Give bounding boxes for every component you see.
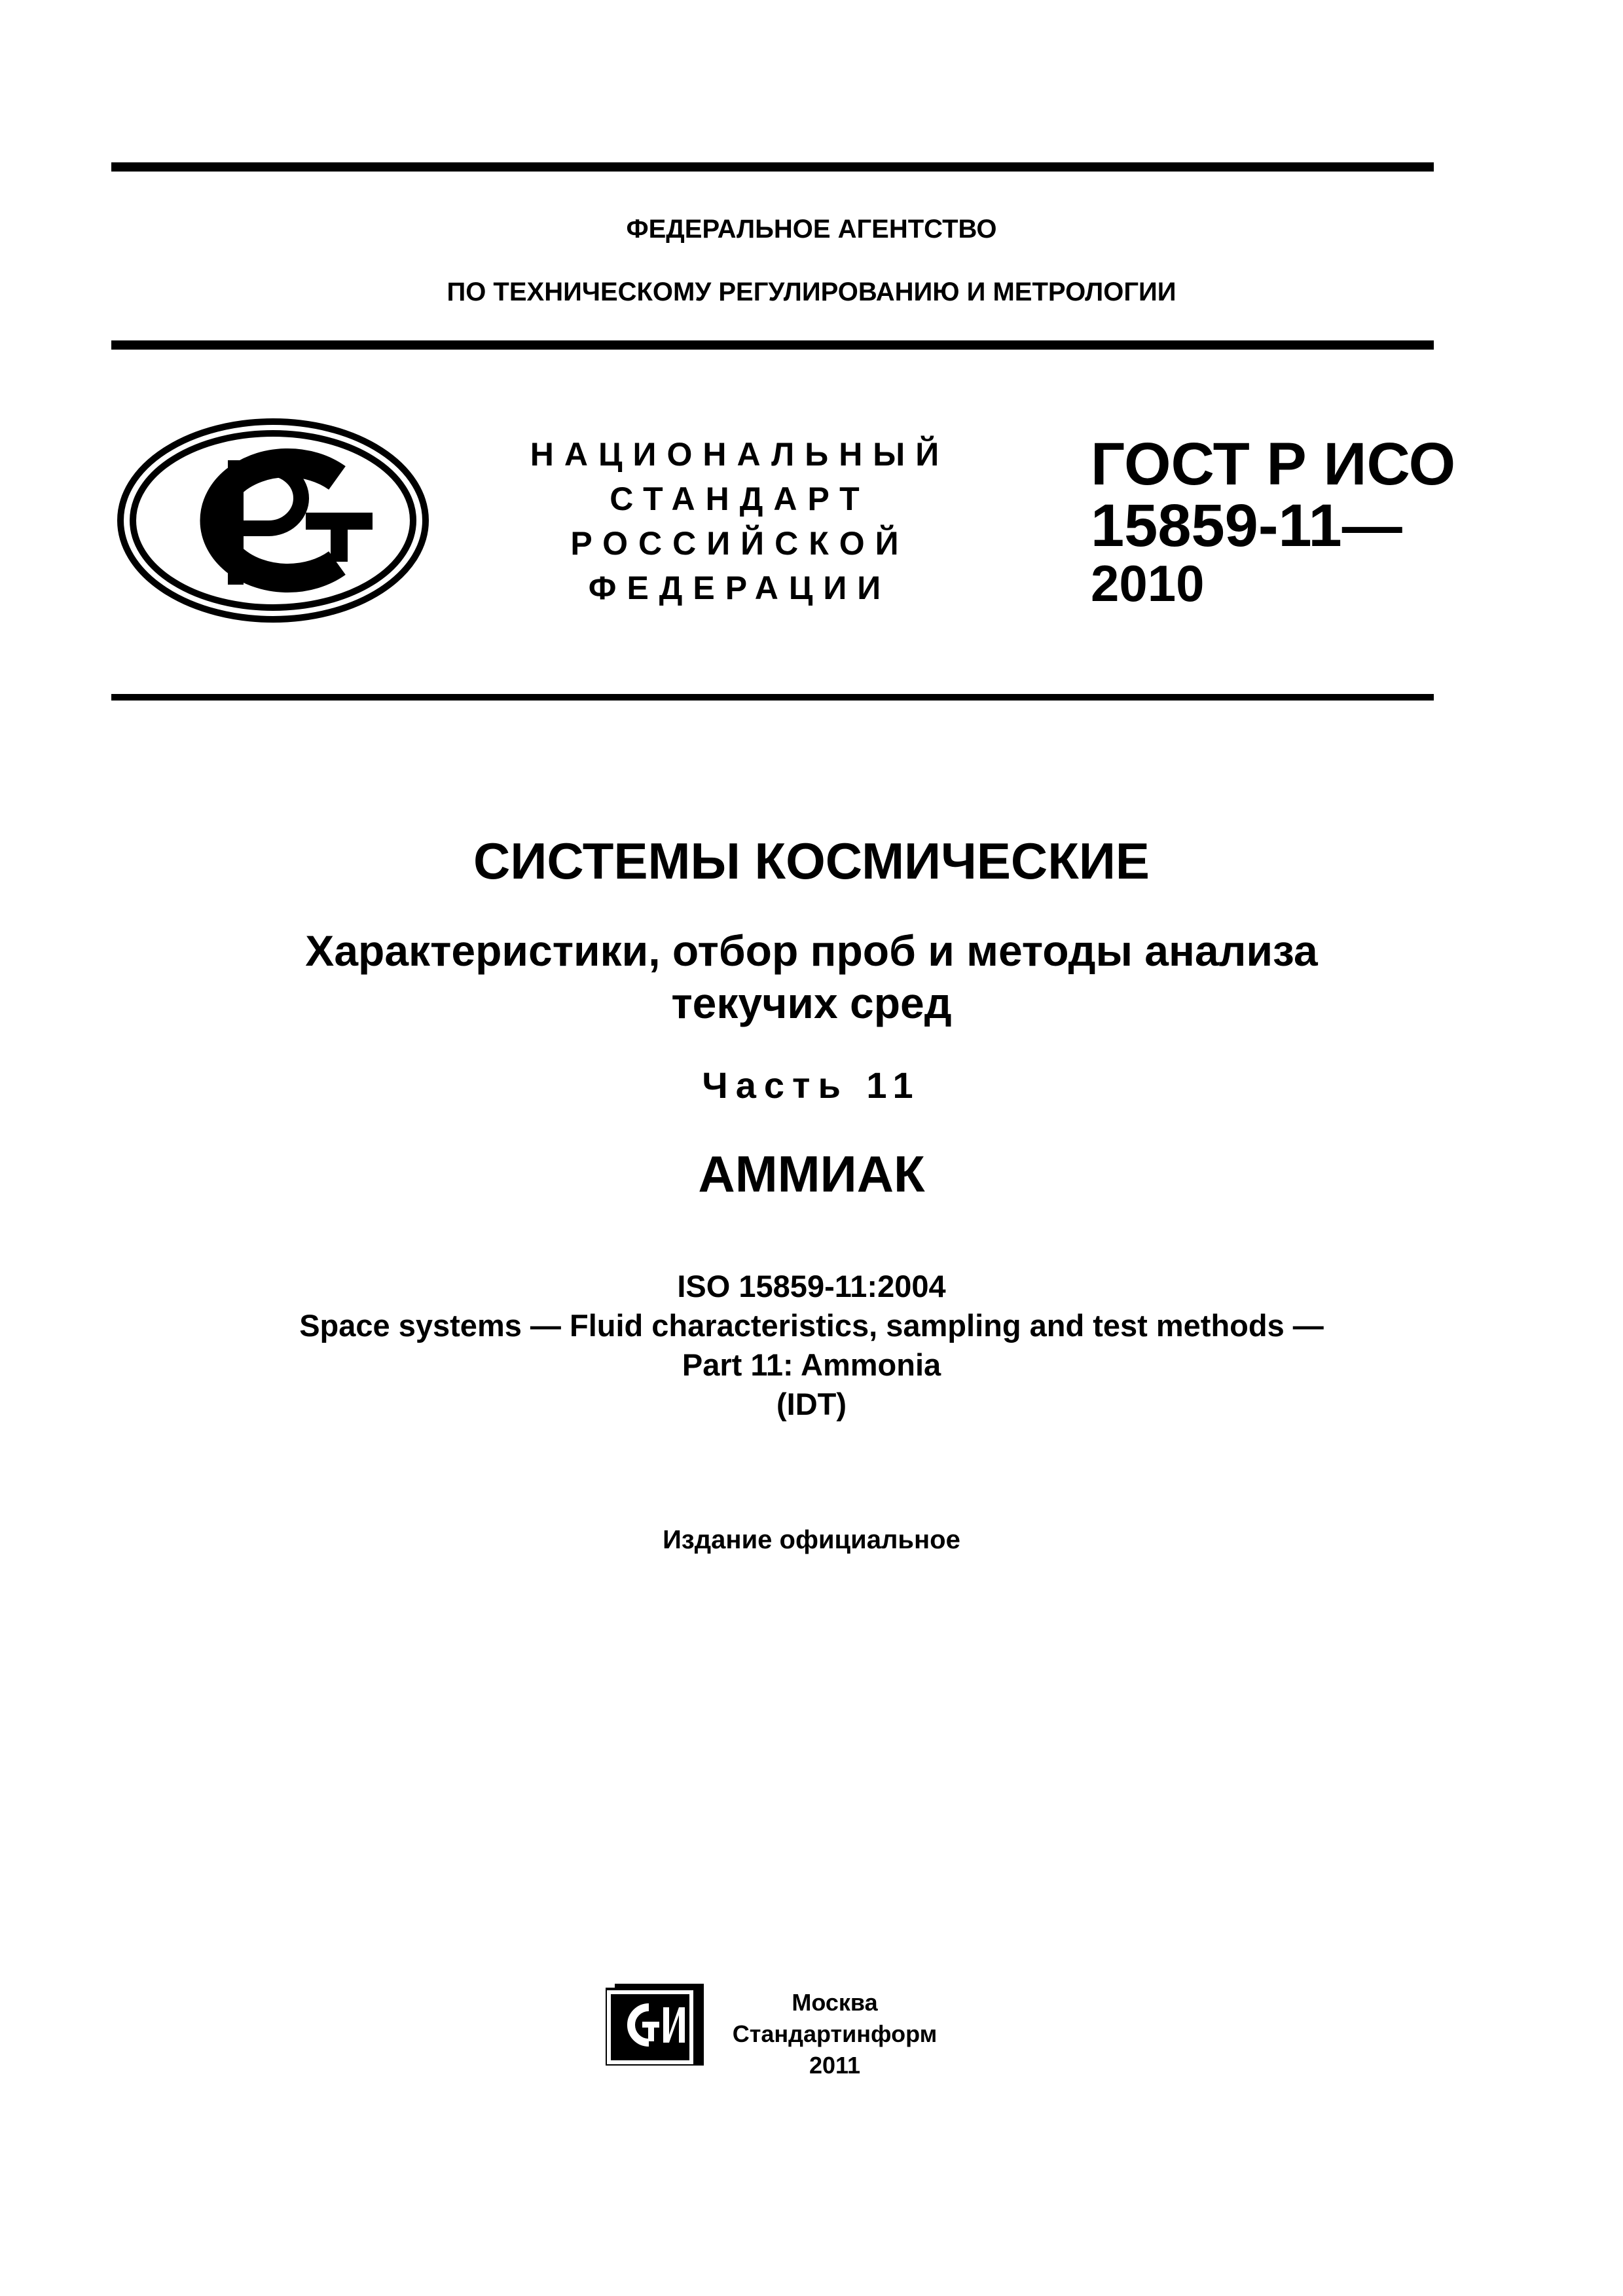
iso-title-line-2: Part 11: Ammonia [682, 1347, 941, 1382]
national-standard-line-4: ФЕДЕРАЦИИ [588, 570, 892, 606]
standard-designation [1091, 433, 1455, 610]
iso-reference [0, 1267, 1623, 1424]
designation-line-3: 2010 [1091, 555, 1205, 612]
iso-equivalence: (IDT) [776, 1387, 847, 1421]
agency-line-1: ФЕДЕРАЛЬНОЕ АГЕНТСТВО [626, 215, 997, 244]
agency-line-2: ПО ТЕХНИЧЕСКОМУ РЕГУЛИРОВАНИЮ И МЕТРОЛОГИИ [447, 278, 1176, 306]
national-standard-line-3: РОССИЙСКОЙ [570, 525, 909, 562]
national-standard-title [498, 432, 982, 610]
national-standard-line-2: СТАНДАРТ [610, 481, 870, 517]
publisher-year: 2011 [809, 2052, 861, 2079]
top-rule [111, 162, 1434, 172]
document-subtitle-line-2: текучих сред [671, 979, 952, 1027]
iso-designation: ISO 15859-11:2004 [677, 1269, 946, 1303]
edition-note: Издание официальное [663, 1525, 960, 1554]
publisher-name: Стандартинформ [732, 2020, 938, 2047]
document-subtitle-line-1: Характеристики, отбор проб и методы анализа [305, 926, 1318, 975]
designation-line-1: ГОСТ Р ИСО [1091, 431, 1456, 498]
rst-certification-mark-icon [115, 416, 432, 625]
agency-bottom-rule [111, 340, 1434, 350]
banner-bottom-rule [111, 694, 1434, 701]
national-standard-line-1: НАЦИОНАЛЬНЫЙ [530, 436, 950, 473]
document-title: СИСТЕМЫ КОСМИЧЕСКИЕ [473, 832, 1150, 890]
designation-line-2: 15859-11— [1091, 492, 1402, 559]
publisher-imprint [687, 1987, 982, 2081]
publisher-city: Москва [792, 1989, 878, 2016]
part-title: АММИАК [698, 1145, 925, 1203]
part-number: Часть 11 [702, 1065, 921, 1106]
iso-title-line-1: Space systems — Fluid characteristics, sampling and test methods — [299, 1308, 1324, 1343]
